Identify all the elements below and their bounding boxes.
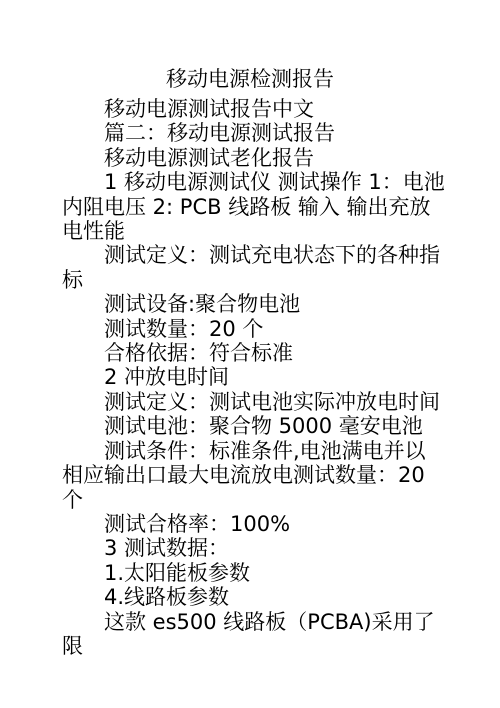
paragraph: 4.线路板参数 <box>104 585 230 610</box>
paragraph: 合格依据：符合标准 <box>104 341 293 366</box>
paragraph: 测试合格率：100% <box>104 511 291 536</box>
paragraph: 移动电源测试老化报告 <box>104 145 314 170</box>
paragraph: 测试电池：聚合物 5000 毫安电池 <box>104 414 423 439</box>
paragraph: 1.太阳能板参数 <box>104 560 251 585</box>
document-title: 移动电源检测报告 <box>166 67 334 91</box>
paragraph: 篇二：移动电源测试报告 <box>104 121 335 146</box>
paragraph: 3 测试数据： <box>104 536 230 561</box>
paragraph: 测试条件：标准条件,电池满电并以相应输出口最大电流放电测试数量：20 个 <box>62 438 426 512</box>
paragraph: 移动电源测试报告中文 <box>104 97 314 121</box>
paragraph: 测试设备:聚合物电池 <box>104 292 301 317</box>
paragraph: 这款 es500 线路板（PCBA)采用了限 <box>62 609 435 658</box>
paragraph: 测试数量：20 个 <box>104 316 264 341</box>
paragraph: 测试定义：测试电池实际冲放电时间 <box>104 389 440 414</box>
paragraph: 1 移动电源测试仪 测试操作 1：电池内阻电压 2: PCB 线路板 输入 输出充放电性能 <box>62 170 445 244</box>
document-body <box>62 97 446 658</box>
paragraph: 测试定义：测试充电状态下的各种指标 <box>62 243 440 292</box>
paragraph: 2 冲放电时间 <box>104 365 230 390</box>
